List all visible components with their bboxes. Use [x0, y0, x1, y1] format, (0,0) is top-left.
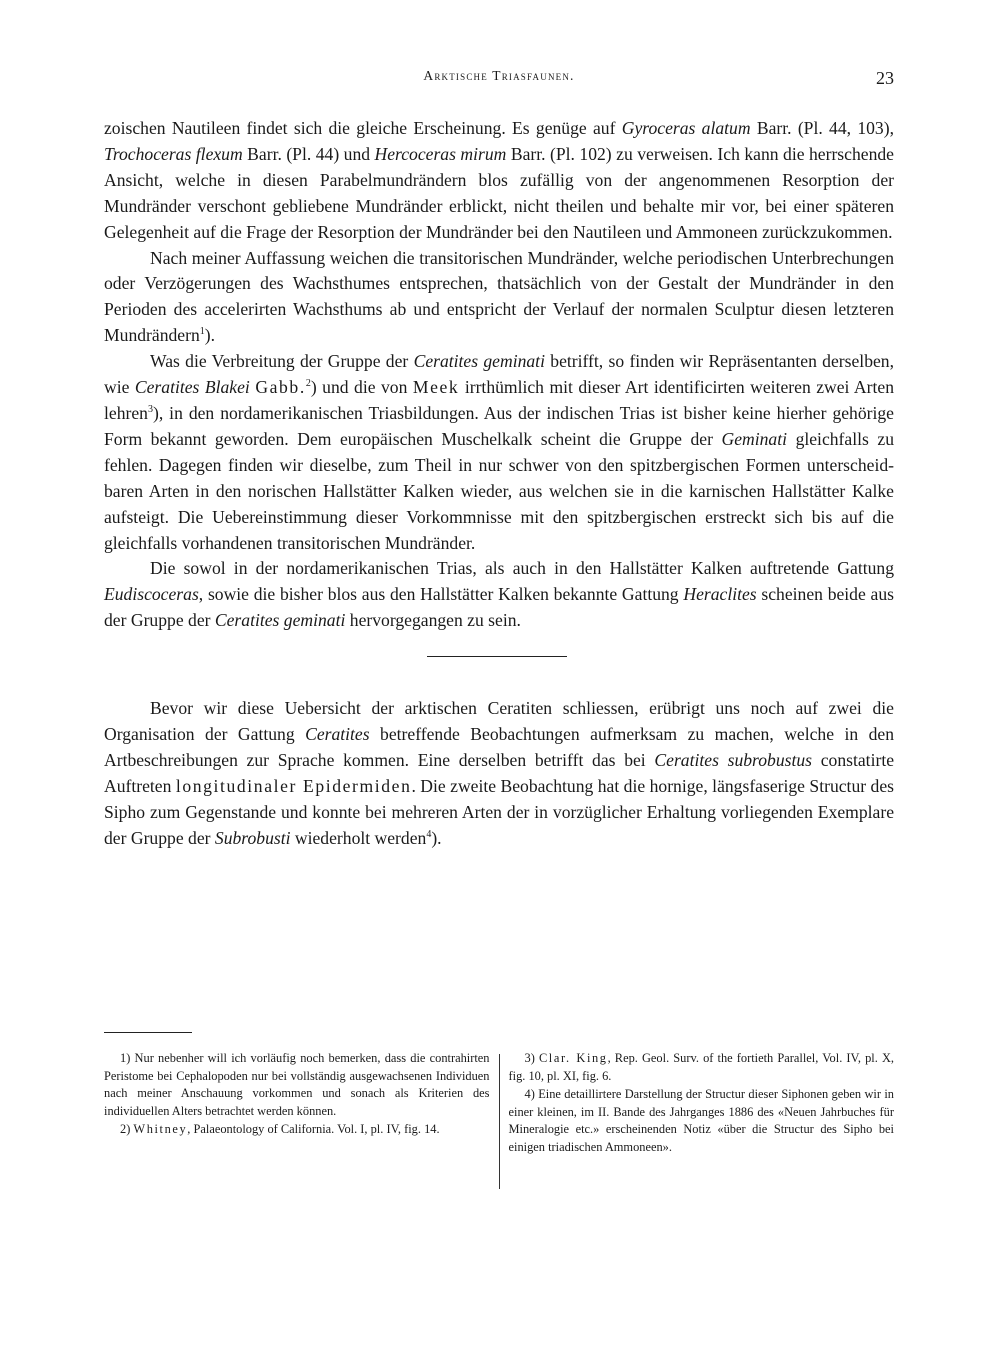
text-run: . Die zweite Beobachtung hat die hornige, längsfaserige Structur des Sipho zum Gegenstande und konnte bei mehreren Arten der in vorzüglicher Erhaltung vorliegenden Exemplare der Gruppe der — [104, 775, 894, 848]
author-name: Meek — [412, 377, 460, 398]
column-divider — [499, 1054, 500, 1189]
species-name: Ceratites geminati — [214, 610, 346, 631]
text-run: hervorgegangen zu sein. — [345, 610, 521, 631]
footnote-rule — [104, 1032, 192, 1033]
footnote — [509, 1050, 895, 1085]
page-header — [104, 68, 894, 89]
page-number: 23 — [876, 68, 894, 88]
text-run: Was die Verbreitung der Gruppe der — [150, 351, 414, 372]
footnote-number: 2) — [120, 1122, 134, 1137]
text-run: betreffende Beobachtungen aufmerksam zu machen, welche in den Artbeschreibungen zur Sprache kommen. Eine derselben betrifft das bei — [104, 724, 895, 770]
footnote-ref: 3 — [147, 404, 153, 416]
footnote-ref: 1 — [199, 326, 205, 338]
text-run: scheinen beide aus der Gruppe der — [104, 584, 894, 631]
text-run: , Palaeontology of California. Vol. I, pl. IV, fig. 14. — [187, 1122, 440, 1137]
genus-name: Eudiscoceras — [104, 584, 199, 605]
emphasized-term: longitudinaler Epidermiden — [175, 775, 412, 796]
text-run: Barr. (Pl. 44, 103), — [750, 118, 894, 138]
text-run: ), in den nordamerikanischen Triasbildungen. Aus der indischen Trias ist bisher keine hierher gehörige Form bekannt geworden. Dem europäischen Muschelkalk scheint die Gruppe der — [104, 402, 894, 449]
text-run: ). — [431, 827, 442, 848]
text-run: Barr. (Pl. 102) zu verweisen. Ich kann die herrschende Ansicht, welche in diesen Parabelmundrändern blos zufällig von der angenommenen Resorption der Mundränder verschont gebliebene Mundränder erblickt, nicht theilen und behalte mir vor, bei einer späteren Gelegenheit auf die Frage der Resorption der Mundränder bei den Nautileen und Ammoneen zurückzukommen. — [104, 143, 894, 242]
species-name: Gyroceras alatum — [621, 118, 751, 138]
section-separator — [427, 656, 567, 657]
species-name: Ceratites geminati — [413, 351, 545, 372]
paragraph — [104, 696, 894, 851]
species-name: Ceratites subrobustus — [654, 749, 813, 770]
text-run: zoischen Nautileen findet sich die gleiche Erscheinung. Es genüge auf — [104, 118, 622, 138]
footnote-ref: 2 — [305, 378, 311, 390]
paragraph — [104, 116, 894, 246]
running-title: Arktische Triasfaunen. — [423, 68, 575, 83]
paragraph — [104, 246, 894, 350]
text-run: wiederholt werden — [290, 827, 427, 848]
footnote — [104, 1121, 490, 1139]
text-run: , sowie die bisher blos aus den Hallstätter Kalken bekannte Gattung — [198, 584, 684, 605]
text-run: ) und die von — [310, 377, 413, 398]
species-name: Ceratites Blakei — [134, 377, 250, 398]
author-name: Whitney — [133, 1122, 188, 1137]
footnote-ref: 4 — [426, 828, 432, 840]
group-name: Subrobusti — [214, 827, 291, 848]
text-run: gleichfalls zu fehlen. Dagegen finden wir dieselbe, zum Theil in nur schwer von den spitzbergischen Formen unterscheidbaren Arten in den norischen Hallstätter Kalken wieder, aus welchen sie in die karnischen Hallstätter Kalke aufsteigt. Die Uebereinstimmung dieser Vorkommnisse mit den spitzbergischen erstreckt sich bis auf die gleichfalls vorhandenen transitorischen Mundränder. — [104, 428, 894, 553]
text-run: ). — [204, 325, 216, 346]
text-run: Nach meiner Auffassung weichen die transitorischen Mundränder, welche periodischen Unterbrechungen oder Verzögerungen des Wachsthumes entsprechen, thatsächlich von der Gestalt der Mundränder in den Perioden des accelerirten Wachsthums ab und entspricht der Verlauf der normalen Sculptur diesen letzteren Mundrändern — [104, 247, 894, 346]
text-run: constatirte Auftreten — [104, 749, 895, 796]
genus-name: Ceratites — [305, 724, 370, 745]
paragraph — [104, 349, 894, 556]
footnote-column-left — [104, 1050, 490, 1189]
text-run: Bevor wir diese Uebersicht der arktischen Ceratiten schliessen, erübrigt uns noch auf zwei die Organisation der Gattung — [104, 698, 894, 745]
author-name: Gabb. — [255, 377, 306, 398]
section-separator-wrap — [104, 634, 894, 696]
footnote-number: 3) — [524, 1051, 539, 1065]
footnotes — [104, 1050, 894, 1189]
species-name: Trochoceras flexum — [104, 143, 243, 164]
footnote: 4) Eine detaillirtere Darstellung der Structur dieser Siphonen geben wir in einer kleinen, im II. Bande des Jahrganges 1886 des «Neuen Jahrbuches für Mineralogie etc.» erscheinenden Notiz «über die Structur des Sipho bei einigen triadischen Ammoneen». — [508, 1087, 894, 1154]
author-name: Clar. King — [538, 1051, 608, 1065]
text-run: , Rep. Geol. Surv. of the fortieth Parallel, Vol. IV, pl. X, fig. 10, pl. XI, fig. 6. — [508, 1051, 894, 1083]
text-run: betrifft, so finden wir Repräsentanten derselben, wie — [104, 351, 894, 398]
genus-name: Heraclites — [683, 584, 757, 605]
species-name: Hercoceras mirum — [374, 143, 507, 164]
text-run: Die sowol in der nordamerikanischen Trias, als auch in den Hallstätter Kalken auftretende Gattung — [150, 558, 894, 579]
footnote-column-right — [509, 1050, 895, 1189]
text-run: Barr. (Pl. 44) und — [242, 143, 375, 164]
text-run: irrthümlich mit dieser Art identificirten weiteren zwei Arten lehren — [104, 377, 894, 423]
species-name: Geminati — [721, 428, 788, 449]
main-text — [104, 116, 894, 852]
footnote: 1) Nur nebenher will ich vorläufig noch bemerken, dass die contrahirten Peristome bei Cephalopoden nur bei vollständig ausgewachsenen Individuen nach meiner Anschauung vorkommen und sonach als Kriterien des individuellen Alters betrachtet werden können. — [104, 1051, 490, 1118]
paragraph — [104, 556, 894, 634]
